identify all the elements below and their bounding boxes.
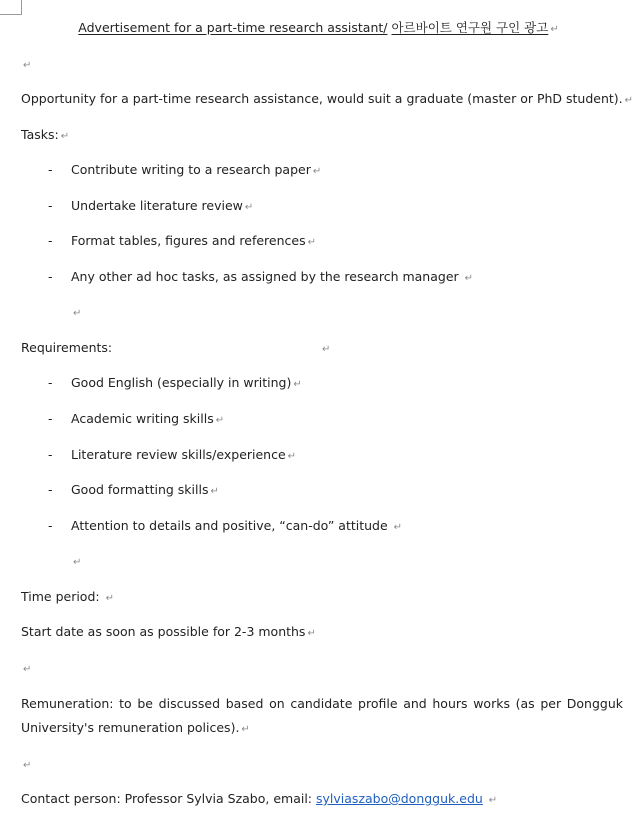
requirement-item-text: Good formatting skills	[71, 482, 209, 497]
bullet-dash: -	[48, 447, 53, 462]
paragraph-mark-icon: ↵	[215, 415, 225, 426]
intro-text: Opportunity for a part-time research assistance, would suit a graduate (master or PhD student).	[21, 91, 623, 106]
paragraph-mark-icon: ↵	[60, 131, 70, 142]
empty-paragraph	[71, 553, 81, 571]
paragraph-mark-icon: ↵	[307, 628, 316, 639]
tasks-heading: Tasks: ↵	[21, 127, 70, 142]
task-item-text: Contribute writing to a research paper	[71, 162, 311, 177]
paragraph-mark-icon: ↵	[293, 379, 302, 390]
remuneration-line-2: University's remuneration polices). ↵	[21, 720, 250, 735]
time-period-heading: Time period: ↵	[21, 589, 114, 604]
paragraph-mark-icon: ↵	[244, 202, 254, 213]
bullet-dash: -	[48, 162, 53, 177]
paragraph-mark-icon: ↵	[23, 60, 32, 71]
paragraph-mark-icon: ↵	[23, 760, 32, 771]
requirement-item-text: Good English (especially in writing)	[71, 375, 292, 390]
bullet-dash: -	[48, 233, 53, 248]
time-period-text: Start date as soon as possible for 2-3 months ↵	[21, 624, 316, 639]
contact-label: Contact person: Professor Sylvia Szabo, email:	[21, 791, 313, 806]
paragraph-mark-icon: ↵	[210, 486, 219, 497]
empty-paragraph	[71, 304, 81, 322]
bullet-dash: -	[48, 518, 53, 533]
paragraph-mark-icon: ↵	[73, 308, 82, 319]
requirement-item-text: Literature review skills/experience	[71, 447, 286, 462]
paragraph-mark-icon: ↵	[393, 522, 403, 533]
paragraph-mark-icon: ↵	[312, 166, 322, 177]
paragraph-mark-icon: ↵	[241, 724, 250, 735]
contact-email-link[interactable]: sylviaszabo@dongguk.edu	[316, 791, 483, 806]
document-title	[0, 20, 637, 38]
contact-line	[21, 791, 497, 809]
requirements-heading: Requirements:	[21, 340, 113, 355]
bullet-dash: -	[48, 411, 53, 426]
intro-paragraph	[21, 91, 633, 109]
paragraph-mark-icon: ↵	[624, 95, 634, 106]
bullet-dash: -	[48, 198, 53, 213]
paragraph-mark-icon: ↵	[488, 795, 498, 806]
title-english: Advertisement for a part-time research assistant/	[78, 20, 388, 35]
empty-paragraph	[21, 56, 31, 74]
paragraph-mark-icon: ↵	[105, 593, 114, 604]
paragraph-mark-icon: ↵	[550, 24, 559, 35]
page-corner-marker	[0, 0, 22, 15]
task-item-text: Format tables, figures and references	[71, 233, 306, 248]
paragraph-mark-icon: ↵	[322, 344, 331, 355]
bullet-dash: -	[48, 375, 53, 390]
task-item-text: Undertake literature review	[71, 198, 243, 213]
empty-paragraph	[21, 756, 31, 774]
task-item-text: Any other ad hoc tasks, as assigned by the research manager	[71, 269, 459, 284]
empty-paragraph	[21, 660, 31, 678]
paragraph-mark-icon: ↵	[307, 237, 316, 248]
remuneration-line-1: Remuneration: to be discussed based on candidate profile and hours works (as per Dongguk	[21, 696, 623, 711]
title-korean: 아르바이트 연구원 구인 광고	[391, 20, 549, 35]
requirement-item-text: Academic writing skills	[71, 411, 214, 426]
paragraph-mark-icon: ↵	[464, 273, 474, 284]
bullet-dash: -	[48, 269, 53, 284]
requirement-item-text: Attention to details and positive, “can-do” attitude	[71, 518, 388, 533]
paragraph-mark-icon: ↵	[73, 557, 82, 568]
bullet-dash: -	[48, 482, 53, 497]
paragraph-mark-icon: ↵	[287, 451, 297, 462]
paragraph-mark-icon: ↵	[23, 664, 32, 675]
